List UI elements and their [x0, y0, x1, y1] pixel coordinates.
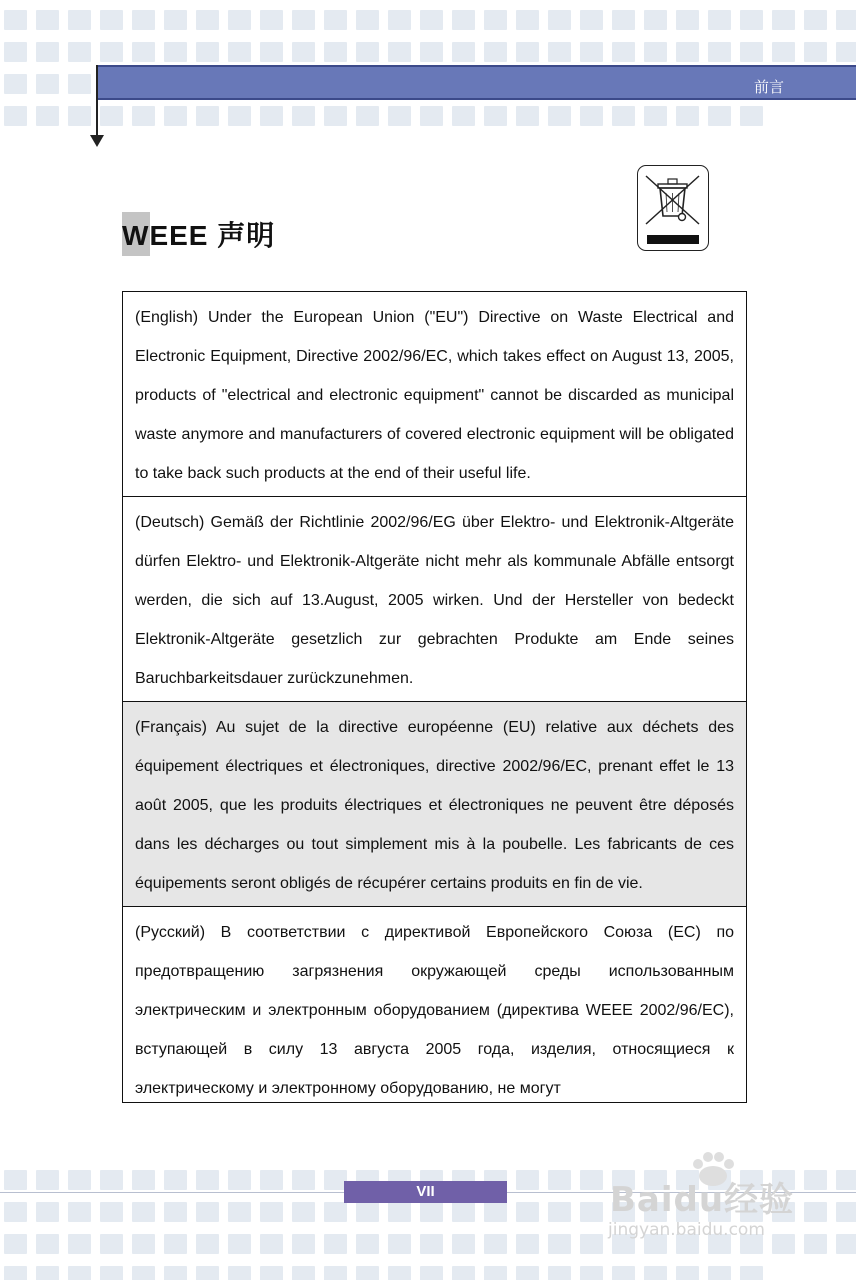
decorative-tile: [324, 106, 347, 126]
decorative-tile: [164, 1266, 187, 1280]
baidu-watermark-logo: [606, 1150, 846, 1250]
decorative-tile: [548, 42, 571, 62]
decorative-tile: [388, 1234, 411, 1254]
decorative-tile: [420, 106, 443, 126]
decorative-tile: [580, 1266, 603, 1280]
decorative-tile: [36, 10, 59, 30]
decorative-tile: [196, 1266, 219, 1280]
decorative-tile: [612, 1266, 635, 1280]
decorative-tile: [324, 1234, 347, 1254]
watermark-logo-text: Baidu经验: [610, 1180, 795, 1220]
decorative-tile: [292, 1266, 315, 1280]
decorative-tile: [196, 106, 219, 126]
decorative-tile: [836, 10, 856, 30]
decorative-tile: [260, 1170, 283, 1190]
decorative-tile: [100, 1234, 123, 1254]
decorative-tile: [324, 10, 347, 30]
decorative-tile: [4, 10, 27, 30]
decorative-tile: [452, 42, 475, 62]
decorative-tile: [580, 1202, 603, 1222]
decorative-tile: [516, 42, 539, 62]
decorative-tile: [164, 42, 187, 62]
decorative-tile: [68, 10, 91, 30]
decorative-tile: [4, 1234, 27, 1254]
decorative-tile: [516, 1170, 539, 1190]
decorative-tile: [548, 10, 571, 30]
decorative-tile: [484, 10, 507, 30]
decorative-tile: [196, 1170, 219, 1190]
decorative-tile: [4, 1266, 27, 1280]
decorative-tile: [484, 42, 507, 62]
decorative-tile: [580, 1170, 603, 1190]
decorative-tile: [580, 106, 603, 126]
decorative-tile: [260, 42, 283, 62]
decorative-tile: [164, 1170, 187, 1190]
decorative-tile: [100, 42, 123, 62]
decorative-tile: [324, 1266, 347, 1280]
decorative-tile: [484, 1202, 507, 1222]
decorative-tile: [548, 1266, 571, 1280]
header-arrow-line: [96, 65, 98, 137]
decorative-tile: [132, 42, 155, 62]
decorative-tile: [228, 1170, 251, 1190]
decorative-tile: [548, 1202, 571, 1222]
page-title-rest: EEE 声明: [149, 220, 276, 251]
decorative-tile: [68, 1266, 91, 1280]
decorative-tile: [228, 1202, 251, 1222]
decorative-tile: [164, 1202, 187, 1222]
statement-english: (English) Under the European Union ("EU") Directive on Waste Electrical and Electronic Equipment, Directive 2002/96/EC, which takes effect on August 13, 2005, products of "electrical and electronic equipment" cannot be discarded as municipal waste anymore and manufacturers of covered electronic equipment will be obligated to take back such products at the end of their useful life.: [135, 309, 734, 482]
decorative-tile: [292, 10, 315, 30]
decorative-tile: [228, 42, 251, 62]
decorative-tile: [260, 1266, 283, 1280]
decorative-tile: [356, 10, 379, 30]
decorative-tile: [420, 1202, 443, 1222]
decorative-tile: [132, 10, 155, 30]
decorative-tile: [516, 1202, 539, 1222]
decorative-tile: [420, 42, 443, 62]
decorative-tile: [452, 1266, 475, 1280]
decorative-tile: [676, 106, 699, 126]
decorative-tile: [292, 1202, 315, 1222]
page-title: [122, 214, 275, 254]
decorative-tile: [676, 42, 699, 62]
decorative-tile: [100, 1202, 123, 1222]
decorative-tile: [228, 1234, 251, 1254]
decorative-tile: [612, 10, 635, 30]
decorative-tile: [548, 1170, 571, 1190]
header-arrow-icon: [90, 135, 104, 147]
decorative-tile: [260, 10, 283, 30]
decorative-tile: [548, 106, 571, 126]
decorative-tile: [36, 42, 59, 62]
decorative-tile: [324, 42, 347, 62]
statement-francais: (Français) Au sujet de la directive européenne (EU) relative aux déchets des équipement électriques et électroniques, directive 2002/96/EC, prenant effet le 13 août 2005, que les produits électriques et électroniques ne peuvent être déposés dans les décharges ou tout simplement mis à la poubelle. Les fabricants de ces équipements seront obligés de récupérer certains produits en fin de vie.: [123, 701, 746, 906]
decorative-tile: [132, 1170, 155, 1190]
weee-statements-table: [122, 291, 747, 1103]
decorative-tile: [804, 42, 827, 62]
decorative-tile: [356, 42, 379, 62]
decorative-tile: [68, 1202, 91, 1222]
decorative-tile: [68, 1234, 91, 1254]
decorative-tile: [452, 106, 475, 126]
decorative-tile: [516, 1234, 539, 1254]
decorative-tile: [356, 106, 379, 126]
decorative-tile: [4, 1170, 27, 1190]
decorative-tile: [420, 1234, 443, 1254]
decorative-tile: [484, 1234, 507, 1254]
decorative-tile: [516, 1266, 539, 1280]
decorative-tile: [132, 1234, 155, 1254]
decorative-tile: [36, 1170, 59, 1190]
decorative-tile: [708, 106, 731, 126]
decorative-tile: [260, 1202, 283, 1222]
page-title-first-letter: W: [122, 220, 150, 251]
header-band: [98, 65, 856, 100]
decorative-tile: [676, 1266, 699, 1280]
decorative-tile: [452, 1234, 475, 1254]
decorative-tile: [292, 106, 315, 126]
decorative-tile: [644, 42, 667, 62]
decorative-tile: [228, 1266, 251, 1280]
decorative-tile: [196, 1234, 219, 1254]
decorative-tile: [644, 10, 667, 30]
decorative-tile: [420, 10, 443, 30]
decorative-tile: [708, 42, 731, 62]
decorative-tile: [132, 1266, 155, 1280]
decorative-tile: [484, 1266, 507, 1280]
decorative-tile: [484, 106, 507, 126]
decorative-tile: [740, 106, 763, 126]
decorative-tile: [196, 10, 219, 30]
decorative-tile: [292, 1234, 315, 1254]
decorative-tile: [356, 1234, 379, 1254]
section-title: 前言: [753, 79, 784, 96]
decorative-tile: [100, 1266, 123, 1280]
decorative-tile: [36, 106, 59, 126]
decorative-tile: [292, 1170, 315, 1190]
decorative-tile: [420, 1266, 443, 1280]
decorative-tile: [100, 106, 123, 126]
decorative-tile: [36, 1266, 59, 1280]
decorative-tile: [740, 10, 763, 30]
decorative-tile: [36, 1234, 59, 1254]
decorative-tile: [68, 42, 91, 62]
decorative-tile: [612, 106, 635, 126]
decorative-tile: [228, 106, 251, 126]
decorative-tile: [676, 10, 699, 30]
decorative-tile: [740, 42, 763, 62]
decorative-tile: [772, 10, 795, 30]
watermark-url: jingyan.baidu.com: [608, 1220, 765, 1240]
decorative-tile: [164, 106, 187, 126]
statement-deutsch: (Deutsch) Gemäß der Richtlinie 2002/96/EG über Elektro- und Elektronik-Altgeräte dürfen Elektro- und Elektronik-Altgeräte nicht mehr als kommunale Abfälle entsorgt werden, die sich auf 13.August, 2005 wirken. Und der Hersteller von bedeckt Elektronik-Altgeräte gesetzlich zur gebrachten Produkte am Ende seines Baruchbarkeitsdauer zurückzunehmen.: [123, 496, 746, 701]
page-number: VII: [344, 1181, 507, 1203]
decorative-tile: [68, 106, 91, 126]
decorative-tile: [132, 1202, 155, 1222]
decorative-tile: [836, 42, 856, 62]
statement-russian: (Русский) В соответствии с директивой Европейского Союза (ЕС) по предотвращению загрязнения окружающей среды использованным электрическим и электронным оборудованием (директива WEEE 2002/96/EC), вступающей в силу 13 августа 2005 года, изделия, относящиеся к электрическому и электронному оборудованию, не могут: [123, 906, 746, 1102]
decorative-tile: [580, 1234, 603, 1254]
decorative-tile: [580, 10, 603, 30]
decorative-tile: [68, 74, 91, 94]
decorative-tile: [644, 1266, 667, 1280]
weee-crossed-bin-icon: [637, 165, 709, 251]
decorative-tile: [292, 42, 315, 62]
decorative-tile: [164, 1234, 187, 1254]
decorative-tile: [708, 1266, 731, 1280]
decorative-tile: [68, 1170, 91, 1190]
decorative-tile: [708, 10, 731, 30]
decorative-tile: [4, 42, 27, 62]
decorative-tile: [324, 1202, 347, 1222]
decorative-tile: [388, 1266, 411, 1280]
decorative-tile: [4, 1202, 27, 1222]
decorative-tile: [388, 106, 411, 126]
decorative-tile: [356, 1202, 379, 1222]
decorative-tile: [4, 106, 27, 126]
decorative-tile: [388, 10, 411, 30]
decorative-tile: [804, 10, 827, 30]
decorative-tile: [36, 74, 59, 94]
decorative-tile: [740, 1266, 763, 1280]
decorative-tile: [452, 10, 475, 30]
decorative-tile: [580, 42, 603, 62]
decorative-tile: [164, 10, 187, 30]
decorative-tile: [644, 106, 667, 126]
decorative-tile: [100, 1170, 123, 1190]
decorative-tile: [228, 10, 251, 30]
decorative-tile: [196, 42, 219, 62]
decorative-tile: [388, 1202, 411, 1222]
decorative-tile: [36, 1202, 59, 1222]
decorative-tile: [772, 42, 795, 62]
decorative-tile: [612, 42, 635, 62]
decorative-tile: [260, 106, 283, 126]
decorative-tile: [356, 1266, 379, 1280]
decorative-tile: [452, 1202, 475, 1222]
decorative-tile: [388, 42, 411, 62]
decorative-tile: [132, 106, 155, 126]
decorative-tile: [516, 10, 539, 30]
decorative-tile: [196, 1202, 219, 1222]
decorative-tile: [516, 106, 539, 126]
decorative-tile: [100, 10, 123, 30]
decorative-tile: [260, 1234, 283, 1254]
decorative-tile: [4, 74, 27, 94]
decorative-tile: [548, 1234, 571, 1254]
